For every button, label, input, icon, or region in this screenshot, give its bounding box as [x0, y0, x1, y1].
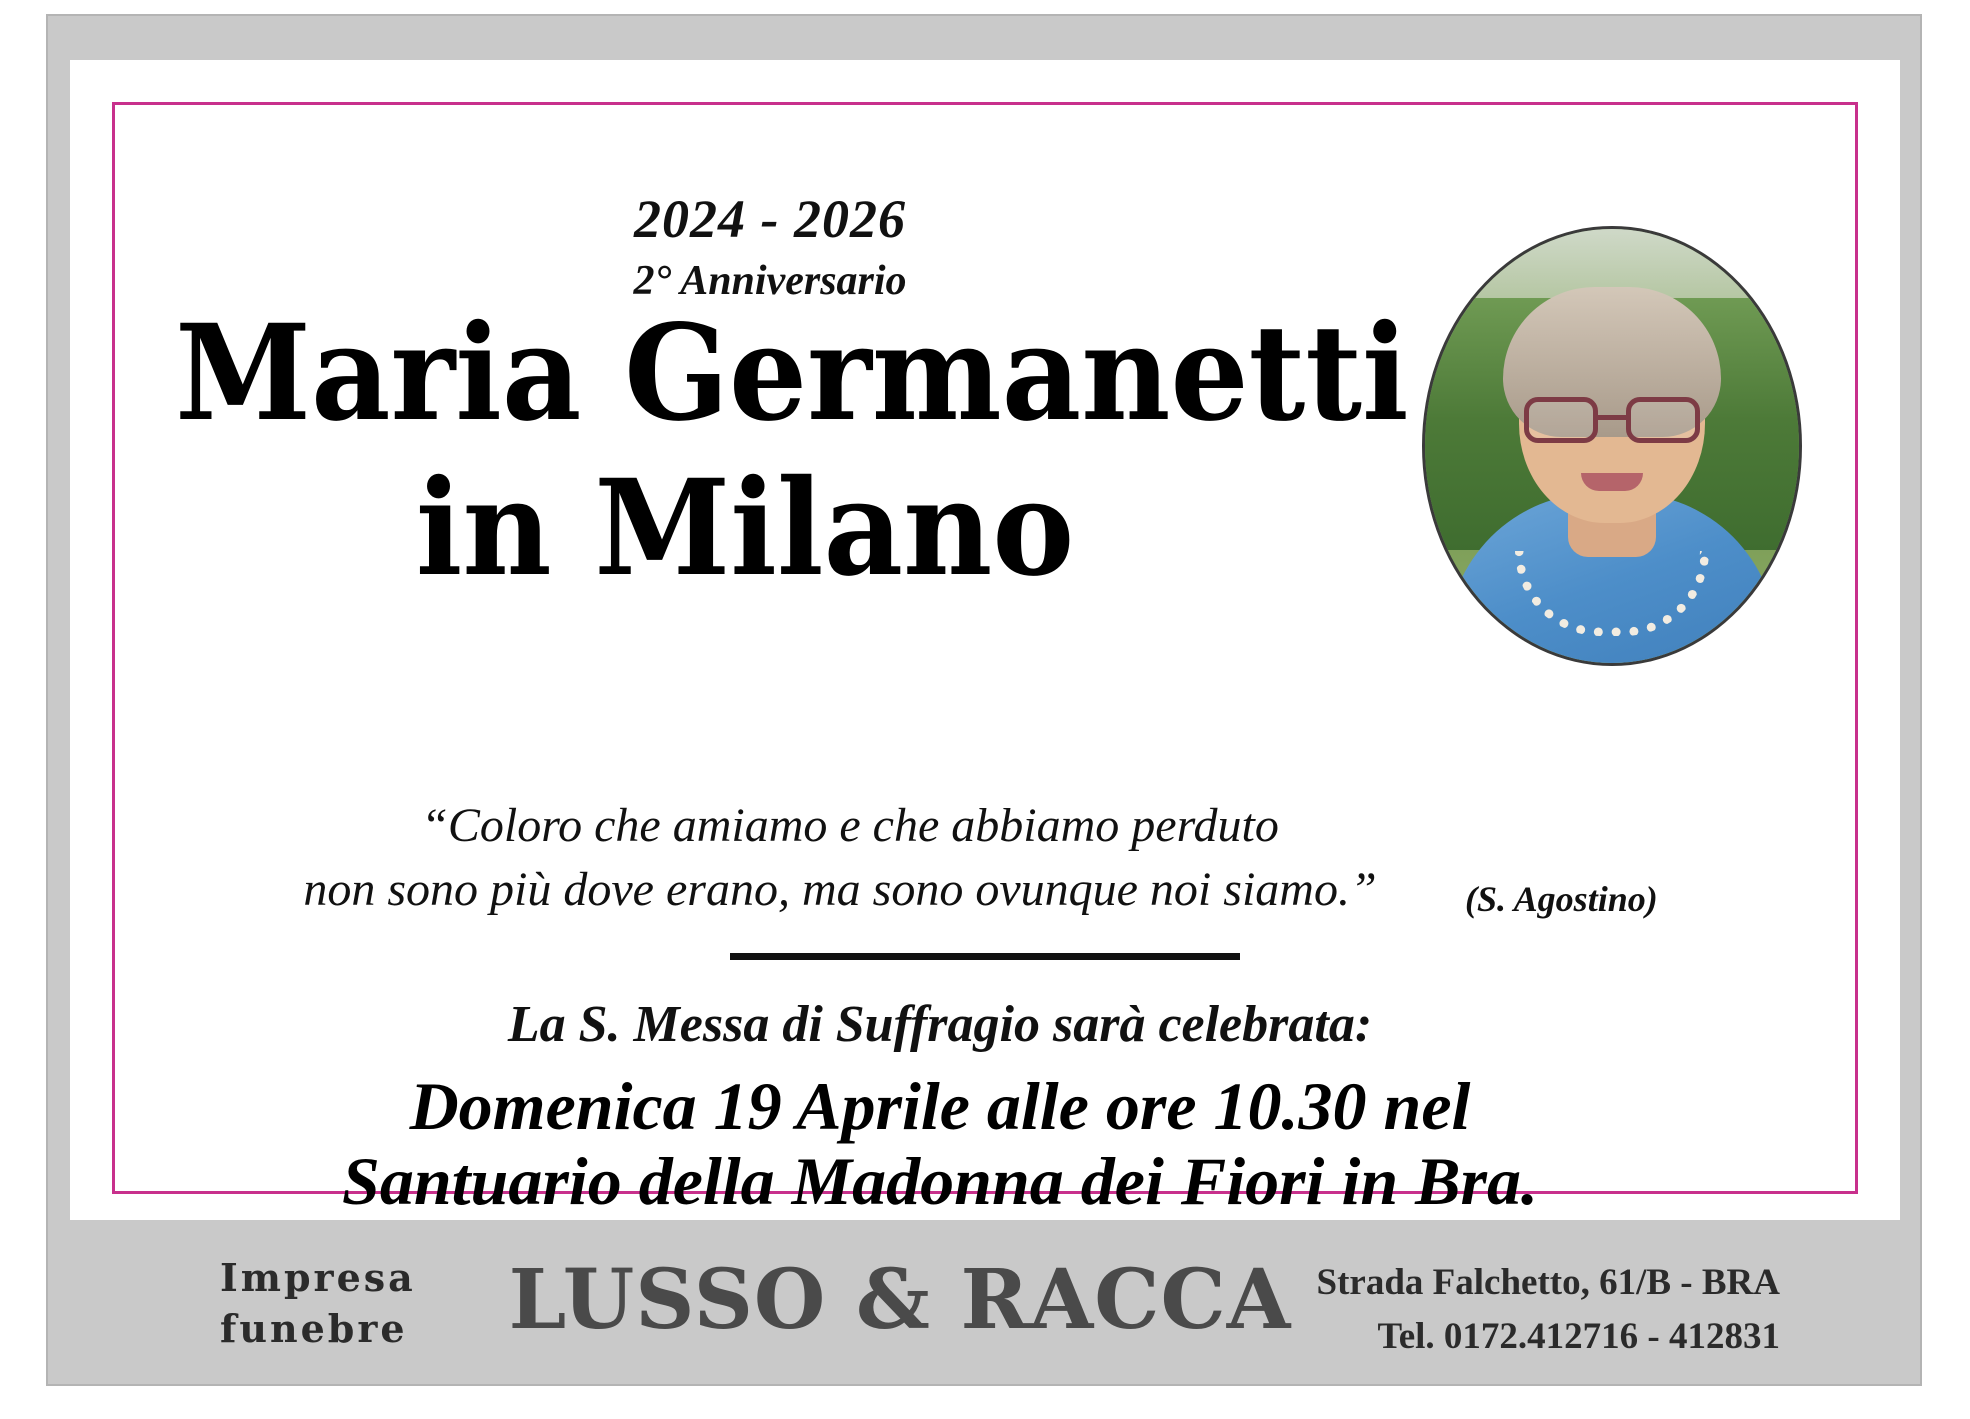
portrait-photo [1422, 226, 1802, 666]
quote-line-2: non sono più dove erano, ma sono ovunque noi siamo.” [303, 863, 1377, 916]
years-range: 2024 - 2026 [634, 189, 906, 249]
funeral-home-label-line-1: Impresa [220, 1255, 416, 1300]
funeral-home-brand: LUSSO & RACCA [508, 1252, 1292, 1348]
mass-detail-line-2: Santuario della Madonna dei Fiori in Bra. [342, 1143, 1538, 1219]
glasses-left-lens [1524, 397, 1598, 443]
deceased-name-line-1: Maria Germanetti [175, 296, 1409, 451]
quote-attribution: (S. Agostino) [1465, 879, 1658, 919]
anniversary-label: 2° Anniversario [633, 258, 907, 304]
funeral-home-footer [70, 1234, 1900, 1362]
funeral-home-label [220, 1252, 480, 1355]
horizontal-divider [730, 953, 1240, 960]
portrait-mouth [1581, 473, 1643, 491]
mass-intro-text: La S. Messa di Suffragio sarà celebrata: [507, 996, 1373, 1053]
funeral-home-contact [1260, 1256, 1780, 1363]
glasses-bridge [1598, 415, 1626, 420]
glasses-icon [1524, 397, 1700, 443]
funeral-home-phone: Tel. 0172.412716 - 412831 [1377, 1315, 1780, 1357]
memorial-card [46, 14, 1922, 1386]
notice-content [70, 60, 1900, 1220]
glasses-right-lens [1626, 397, 1700, 443]
quote-line-1: “Coloro che amiamo e che abbiamo perduto [421, 799, 1279, 852]
deceased-name-line-2: in Milano [415, 451, 1075, 606]
funeral-home-label-line-2: funebre [220, 1306, 408, 1352]
mass-detail-line-1: Domenica 19 Aprile alle ore 10.30 nel [409, 1068, 1471, 1144]
card-inner-white-area [70, 60, 1900, 1220]
funeral-home-address: Strada Falchetto, 61/B - BRA [1316, 1262, 1780, 1303]
